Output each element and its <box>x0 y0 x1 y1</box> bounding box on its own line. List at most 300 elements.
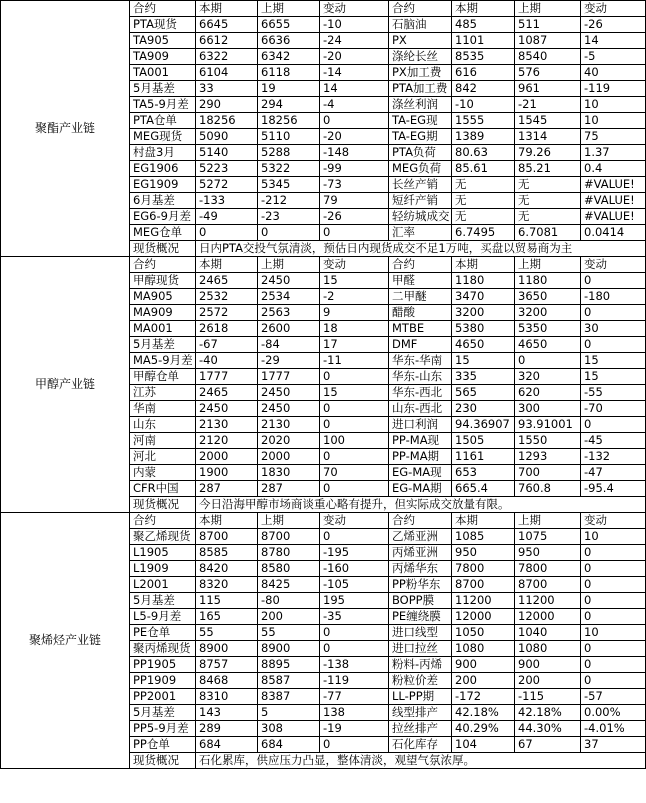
table-cell: 山东-西北 <box>389 401 452 417</box>
table-cell: 0 <box>320 625 389 641</box>
table-cell: MA5-9月差 <box>130 353 196 369</box>
table-cell: MTBE <box>389 321 452 337</box>
table-cell: 287 <box>196 481 258 497</box>
table-cell: 14 <box>320 81 389 97</box>
table-cell: 醋酸 <box>389 305 452 321</box>
table-cell: -70 <box>581 401 646 417</box>
table-cell: 300 <box>515 401 581 417</box>
section-header-row <box>1 513 646 529</box>
table-cell: 44.30% <box>515 721 581 737</box>
table-cell: 8700 <box>258 529 320 545</box>
table-cell: 0 <box>581 609 646 625</box>
section-header-row <box>1 1 646 17</box>
table-cell: -180 <box>581 289 646 305</box>
table-cell: 42.18% <box>515 705 581 721</box>
table-cell: 0 <box>320 481 389 497</box>
table-cell: 6118 <box>258 65 320 81</box>
table-cell: PE缠绕膜 <box>389 609 452 625</box>
table-cell: -138 <box>320 657 389 673</box>
table-cell: 0 <box>320 113 389 129</box>
table-cell: 0 <box>581 577 646 593</box>
table-cell: 15 <box>320 273 389 289</box>
table-cell: 18256 <box>196 113 258 129</box>
table-cell: MA001 <box>130 321 196 337</box>
table-cell: 2465 <box>196 385 258 401</box>
table-cell: PP2001 <box>130 689 196 705</box>
table-cell: 乙烯亚洲 <box>389 529 452 545</box>
spot-summary-text: 日内PTA交投气氛清淡，预估日内现货成交不足1万吨，买盘以贸易商为主 <box>196 241 646 257</box>
table-cell: 11200 <box>452 593 515 609</box>
table-cell: TA-EG现 <box>389 113 452 129</box>
table-cell: 85.61 <box>452 161 515 177</box>
table-cell: 55 <box>196 625 258 641</box>
column-header: 合约 <box>130 257 196 273</box>
table-cell: 6645 <box>196 17 258 33</box>
table-cell: 6612 <box>196 33 258 49</box>
table-cell: 565 <box>452 385 515 401</box>
table-cell: 无 <box>515 209 581 225</box>
table-cell: PP-MA期 <box>389 449 452 465</box>
table-cell: PTA加工费 <box>389 81 452 97</box>
table-cell: -148 <box>320 145 389 161</box>
table-cell: PP-MA现 <box>389 433 452 449</box>
table-cell: CFR中国 <box>130 481 196 497</box>
table-cell: 1830 <box>258 465 320 481</box>
table-cell: 0 <box>320 449 389 465</box>
table-cell: 0 <box>320 529 389 545</box>
table-cell: 8780 <box>258 545 320 561</box>
table-cell: 1314 <box>515 129 581 145</box>
table-cell: 230 <box>452 401 515 417</box>
section-title: 聚烯烃产业链 <box>1 513 130 769</box>
table-cell: TA5-9月差 <box>130 97 196 113</box>
table-cell: 961 <box>515 81 581 97</box>
table-cell: 甲醇仓单 <box>130 369 196 385</box>
table-cell: -105 <box>320 577 389 593</box>
table-cell: 5110 <box>258 129 320 145</box>
table-cell: 15 <box>581 353 646 369</box>
table-cell: 无 <box>452 209 515 225</box>
column-header: 本期 <box>452 257 515 273</box>
table-cell: 93.91001 <box>515 417 581 433</box>
table-cell: L5-9月差 <box>130 609 196 625</box>
table-cell: 308 <box>258 721 320 737</box>
table-cell: 2600 <box>258 321 320 337</box>
table-cell: 5272 <box>196 177 258 193</box>
table-cell: LL-PP期 <box>389 689 452 705</box>
table-cell: L1905 <box>130 545 196 561</box>
table-cell: 5090 <box>196 129 258 145</box>
table-cell: 2450 <box>196 401 258 417</box>
table-cell: 1545 <box>515 113 581 129</box>
table-cell: 653 <box>452 465 515 481</box>
table-cell: 短纤产销 <box>389 193 452 209</box>
table-cell: 100 <box>320 433 389 449</box>
table-cell: 进口利润 <box>389 417 452 433</box>
table-cell: 700 <box>515 465 581 481</box>
table-cell: 山东 <box>130 417 196 433</box>
table-cell: 涤纶长丝 <box>389 49 452 65</box>
table-cell: 1180 <box>452 273 515 289</box>
spot-summary-text: 石化累库，供应压力凸显，整体清淡，观望气氛浓厚。 <box>196 753 646 769</box>
table-cell: #VALUE! <box>581 177 646 193</box>
table-cell: MEG仓单 <box>130 225 196 241</box>
table-cell: 聚丙烯现货 <box>130 641 196 657</box>
table-cell: 37 <box>581 737 646 753</box>
table-cell: 0 <box>320 401 389 417</box>
table-cell: 1101 <box>452 33 515 49</box>
table-cell: 5322 <box>258 161 320 177</box>
table-cell: 2450 <box>258 401 320 417</box>
table-cell: 2618 <box>196 321 258 337</box>
table-cell: 二甲醚 <box>389 289 452 305</box>
table-cell: 华东-西北 <box>389 385 452 401</box>
table-cell: 1161 <box>452 449 515 465</box>
table-cell: 7800 <box>452 561 515 577</box>
table-cell: 75 <box>581 129 646 145</box>
table-cell: 2450 <box>258 385 320 401</box>
table-cell: 5223 <box>196 161 258 177</box>
table-cell: 河北 <box>130 449 196 465</box>
table-cell: 华东-华南 <box>389 353 452 369</box>
column-header: 变动 <box>581 513 646 529</box>
table-cell: 165 <box>196 609 258 625</box>
table-cell: 2572 <box>196 305 258 321</box>
column-header: 上期 <box>515 1 581 17</box>
table-cell: 0 <box>581 673 646 689</box>
table-cell: 5月基差 <box>130 593 196 609</box>
table-cell: PP仓单 <box>130 737 196 753</box>
table-cell: 1180 <box>515 273 581 289</box>
table-cell: 2020 <box>258 433 320 449</box>
table-cell: 67 <box>515 737 581 753</box>
table-cell: 1900 <box>196 465 258 481</box>
table-cell: 1777 <box>258 369 320 385</box>
table-cell: 11200 <box>515 593 581 609</box>
column-header: 本期 <box>452 1 515 17</box>
table-cell: 3650 <box>515 289 581 305</box>
column-header: 上期 <box>258 513 320 529</box>
column-header: 本期 <box>196 257 258 273</box>
column-header: 合约 <box>389 1 452 17</box>
table-cell: 40.29% <box>452 721 515 737</box>
table-cell: 0.0414 <box>581 225 646 241</box>
table-cell: 5月基差 <box>130 337 196 353</box>
table-cell: 无 <box>452 193 515 209</box>
table-cell: 15 <box>581 369 646 385</box>
table-cell: PP1909 <box>130 673 196 689</box>
table-cell: 2465 <box>196 273 258 289</box>
table-cell: 1080 <box>515 641 581 657</box>
table-cell: 55 <box>258 625 320 641</box>
table-cell: -26 <box>320 209 389 225</box>
table-cell: 丙烯华东 <box>389 561 452 577</box>
table-cell: EG-MA期 <box>389 481 452 497</box>
table-cell: L1909 <box>130 561 196 577</box>
table-cell: 粉粒价差 <box>389 673 452 689</box>
table-cell: 无 <box>515 193 581 209</box>
table-cell: L2001 <box>130 577 196 593</box>
table-cell: 石化库存 <box>389 737 452 753</box>
table-cell: -119 <box>581 81 646 97</box>
table-cell: 287 <box>258 481 320 497</box>
table-cell: 18 <box>320 321 389 337</box>
table-cell: -4 <box>320 97 389 113</box>
table-cell: 42.18% <box>452 705 515 721</box>
table-cell: 15 <box>452 353 515 369</box>
table-cell: 138 <box>320 705 389 721</box>
table-cell: 0 <box>581 641 646 657</box>
table-cell: 8900 <box>258 641 320 657</box>
table-cell: 684 <box>258 737 320 753</box>
table-cell: -40 <box>196 353 258 369</box>
table-cell: 华南 <box>130 401 196 417</box>
table-cell: 30 <box>581 321 646 337</box>
table-cell: -24 <box>320 33 389 49</box>
table-cell: 8587 <box>258 673 320 689</box>
table-cell: BOPP膜 <box>389 593 452 609</box>
table-cell: 石脑油 <box>389 17 452 33</box>
table-cell: 村盘3月 <box>130 145 196 161</box>
table-cell: MA905 <box>130 289 196 305</box>
table-cell: 0 <box>320 225 389 241</box>
table-cell: 8468 <box>196 673 258 689</box>
column-header: 变动 <box>320 1 389 17</box>
table-cell: 0.4 <box>581 161 646 177</box>
spot-summary-text: 今日沿海甲醇市场商谈重心略有提升，但实际成交放量有限。 <box>196 497 646 513</box>
column-header: 上期 <box>258 257 320 273</box>
table-cell: 粉料-丙烯 <box>389 657 452 673</box>
table-cell: 6.7495 <box>452 225 515 241</box>
table-cell: #VALUE! <box>581 209 646 225</box>
column-header: 变动 <box>581 1 646 17</box>
table-cell: 104 <box>452 737 515 753</box>
table-cell: -77 <box>320 689 389 705</box>
table-cell: -95.4 <box>581 481 646 497</box>
table-cell: 线型排产 <box>389 705 452 721</box>
table-cell: 5380 <box>452 321 515 337</box>
table-cell: 8540 <box>515 49 581 65</box>
table-cell: -80 <box>258 593 320 609</box>
table-cell: 涤丝利润 <box>389 97 452 113</box>
table-cell: 33 <box>196 81 258 97</box>
table-cell: TA-EG期 <box>389 129 452 145</box>
table-cell: 200 <box>452 673 515 689</box>
table-cell: -10 <box>320 17 389 33</box>
table-cell: 335 <box>452 369 515 385</box>
table-cell: -29 <box>258 353 320 369</box>
section-header-row <box>1 257 646 273</box>
table-cell: 12000 <box>515 609 581 625</box>
table-cell: -35 <box>320 609 389 625</box>
table-body <box>1 1 646 769</box>
table-cell: 200 <box>515 673 581 689</box>
table-cell: -212 <box>258 193 320 209</box>
table-cell: 0 <box>581 657 646 673</box>
table-cell: EG1906 <box>130 161 196 177</box>
table-cell: 1075 <box>515 529 581 545</box>
table-cell: 620 <box>515 385 581 401</box>
table-cell: MEG负荷 <box>389 161 452 177</box>
table-cell: -57 <box>581 689 646 705</box>
table-cell: 15 <box>320 385 389 401</box>
table-cell: 进口线型 <box>389 625 452 641</box>
table-cell: 长丝产销 <box>389 177 452 193</box>
spot-summary-label: 现货概况 <box>130 753 196 769</box>
column-header: 变动 <box>320 513 389 529</box>
table-cell: -115 <box>515 689 581 705</box>
table-cell: 2450 <box>258 273 320 289</box>
table-cell: #VALUE! <box>581 193 646 209</box>
table-cell: 聚乙烯现货 <box>130 529 196 545</box>
table-cell: -20 <box>320 129 389 145</box>
table-cell: 2563 <box>258 305 320 321</box>
table-cell: 2130 <box>258 417 320 433</box>
table-cell: 19 <box>258 81 320 97</box>
table-cell: 10 <box>581 97 646 113</box>
table-cell: 0.00% <box>581 705 646 721</box>
table-cell: 华东-山东 <box>389 369 452 385</box>
column-header: 本期 <box>196 1 258 17</box>
table-cell: -20 <box>320 49 389 65</box>
table-cell: 1.37 <box>581 145 646 161</box>
table-cell: EG-MA现 <box>389 465 452 481</box>
table-cell: 950 <box>515 545 581 561</box>
column-header: 本期 <box>196 513 258 529</box>
table-cell: 1293 <box>515 449 581 465</box>
table-cell: 内蒙 <box>130 465 196 481</box>
table-cell: 5288 <box>258 145 320 161</box>
table-cell: 94.36907 <box>452 417 515 433</box>
table-cell: 1550 <box>515 433 581 449</box>
table-cell: 0 <box>320 369 389 385</box>
table-cell: 14 <box>581 33 646 49</box>
column-header: 变动 <box>320 257 389 273</box>
table-cell: 6322 <box>196 49 258 65</box>
table-cell: PP1905 <box>130 657 196 673</box>
table-cell: 0 <box>258 225 320 241</box>
table-cell: 8585 <box>196 545 258 561</box>
table-cell: 80.63 <box>452 145 515 161</box>
table-cell: 665.4 <box>452 481 515 497</box>
table-cell: 6.7081 <box>515 225 581 241</box>
table-cell: PX <box>389 33 452 49</box>
table-cell: 4650 <box>452 337 515 353</box>
spot-summary-label: 现货概况 <box>130 241 196 257</box>
column-header: 变动 <box>581 257 646 273</box>
table-cell: 0 <box>581 305 646 321</box>
table-cell: EG1909 <box>130 177 196 193</box>
table-cell: 8387 <box>258 689 320 705</box>
table-cell: 684 <box>196 737 258 753</box>
table-cell: -55 <box>581 385 646 401</box>
section-title: 聚酯产业链 <box>1 1 130 257</box>
table-cell: 丙烯亚洲 <box>389 545 452 561</box>
table-cell: 5140 <box>196 145 258 161</box>
table-cell: -73 <box>320 177 389 193</box>
table-cell: 5345 <box>258 177 320 193</box>
table-cell: 10 <box>581 113 646 129</box>
table-cell: 5月基差 <box>130 705 196 721</box>
table-cell: 17 <box>320 337 389 353</box>
table-cell: 79.26 <box>515 145 581 161</box>
table-cell: -19 <box>320 721 389 737</box>
table-cell: 8580 <box>258 561 320 577</box>
table-cell: 拉丝排产 <box>389 721 452 737</box>
table-cell: 0 <box>196 225 258 241</box>
table-cell: 甲醇现货 <box>130 273 196 289</box>
table-cell: 轻纺城成交 <box>389 209 452 225</box>
table-cell: 0 <box>581 417 646 433</box>
table-cell: 3200 <box>515 305 581 321</box>
table-cell: -160 <box>320 561 389 577</box>
table-cell: 2120 <box>196 433 258 449</box>
table-cell: 0 <box>581 545 646 561</box>
table-cell: -49 <box>196 209 258 225</box>
table-cell: -21 <box>515 97 581 113</box>
table-cell: 1080 <box>452 641 515 657</box>
table-cell: 5350 <box>515 321 581 337</box>
table-cell: PP粉华东 <box>389 577 452 593</box>
table-cell: 进口拉丝 <box>389 641 452 657</box>
spot-summary-label: 现货概况 <box>130 497 196 513</box>
table-cell: 5月基差 <box>130 81 196 97</box>
table-cell: -5 <box>581 49 646 65</box>
table-cell: -172 <box>452 689 515 705</box>
table-cell: 40 <box>581 65 646 81</box>
table-cell: -132 <box>581 449 646 465</box>
table-cell: 1085 <box>452 529 515 545</box>
table-cell: -10 <box>452 97 515 113</box>
table-cell: 6655 <box>258 17 320 33</box>
table-cell: 511 <box>515 17 581 33</box>
table-cell: -45 <box>581 433 646 449</box>
table-cell: MEG现货 <box>130 129 196 145</box>
table-cell: 294 <box>258 97 320 113</box>
table-cell: 5 <box>258 705 320 721</box>
table-cell: 8700 <box>452 577 515 593</box>
table-cell: -99 <box>320 161 389 177</box>
column-header: 上期 <box>515 513 581 529</box>
table-cell: PP5-9月差 <box>130 721 196 737</box>
table-cell: -2 <box>320 289 389 305</box>
table-cell: 2130 <box>196 417 258 433</box>
table-cell: 0 <box>515 353 581 369</box>
table-cell: 10 <box>581 625 646 641</box>
table-cell: 江苏 <box>130 385 196 401</box>
table-cell: TA001 <box>130 65 196 81</box>
table-cell: PTA负荷 <box>389 145 452 161</box>
table-cell: 甲醛 <box>389 273 452 289</box>
table-cell: 1087 <box>515 33 581 49</box>
table-cell: 485 <box>452 17 515 33</box>
table-cell: PX加工费 <box>389 65 452 81</box>
table-cell: DMF <box>389 337 452 353</box>
column-header: 合约 <box>389 257 452 273</box>
table-cell: PTA现货 <box>130 17 196 33</box>
table-cell: 0 <box>581 561 646 577</box>
table-cell: 1777 <box>196 369 258 385</box>
table-cell: 2532 <box>196 289 258 305</box>
table-cell: 6342 <box>258 49 320 65</box>
table-cell: -23 <box>258 209 320 225</box>
table-cell: 1555 <box>452 113 515 129</box>
table-cell: 7800 <box>515 561 581 577</box>
table-cell: TA905 <box>130 33 196 49</box>
table-cell: -14 <box>320 65 389 81</box>
table-cell: 8757 <box>196 657 258 673</box>
table-cell: 8425 <box>258 577 320 593</box>
